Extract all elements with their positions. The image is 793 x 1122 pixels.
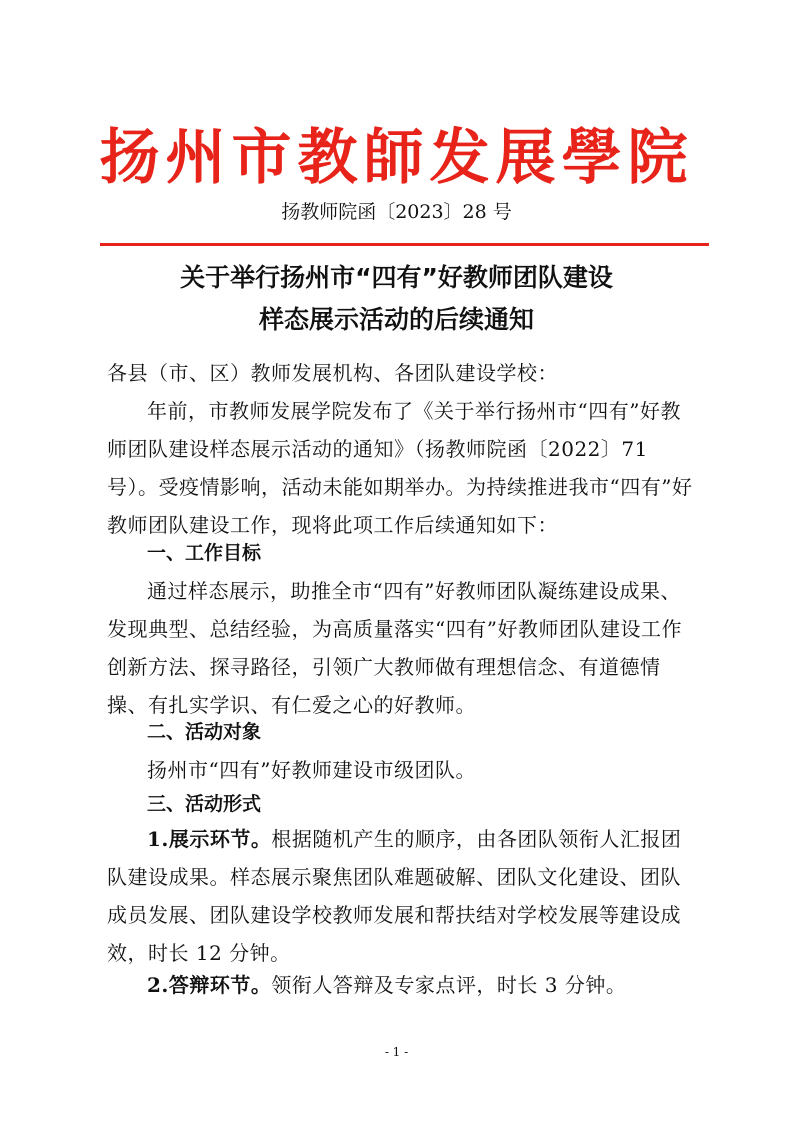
intro-paragraph: 年前，市教师发展学院发布了《关于举行扬州市“四有”好教师团队建设样态展示活动的通知》（扬教师院函〔2022〕71 号）。受疫情影响，活动未能如期举办。为持续推进我市“四有”好教师团队建设工作，现将此项工作后续通知如下： <box>107 399 693 537</box>
form-item-1-label: 1.展示环节。 <box>147 827 272 851</box>
document-title-line1: 关于举行扬州市“四有”好教师团队建设 <box>180 263 613 292</box>
form-item-1 <box>107 820 699 972</box>
section-heading-goal: 一、工作目标 <box>147 542 262 564</box>
form-item-2-label: 2.答辩环节。 <box>147 973 272 997</box>
page-number: - 1 - <box>384 1045 409 1059</box>
goal-paragraph: 通过样态展示，助推全市“四有”好教师团队凝练建设成果、发现典型、总结经验，为高质量落实“四有”好教师团队建设工作创新方法、探寻路径，引领广大教师做有理想信念、有道德情操、有扎实学识、有仁爱之心的好教师。 <box>107 579 682 717</box>
addressee: 各县（市、区）教师发展机构、各团队建设学校： <box>107 361 558 385</box>
red-divider-line <box>100 243 709 246</box>
form-item-1-text: 根据随机产生的顺序，由各团队领衔人汇报团队建设成果。样态展示聚焦团队难题破解、团队文化建设、团队成员发展、团队建设学校教师发展和帮扶结对学校发展等建设成效，时长 12 分钟。 <box>107 827 682 965</box>
section-heading-object: 二、活动对象 <box>147 721 262 743</box>
form-item-2 <box>107 966 699 1004</box>
form-item-2-text: 领衔人答辩及专家点评，时长 3 分钟。 <box>271 973 627 997</box>
section-heading-form: 三、活动形式 <box>147 793 262 815</box>
issuing-organization-header: 扬州市教師发展學院 <box>99 123 694 193</box>
document-number: 扬教师院函〔2023〕28 号 <box>281 201 512 223</box>
object-paragraph: 扬州市“四有”好教师建设市级团队。 <box>147 758 476 782</box>
document-title-line2: 样态展示活动的后续通知 <box>258 305 534 334</box>
